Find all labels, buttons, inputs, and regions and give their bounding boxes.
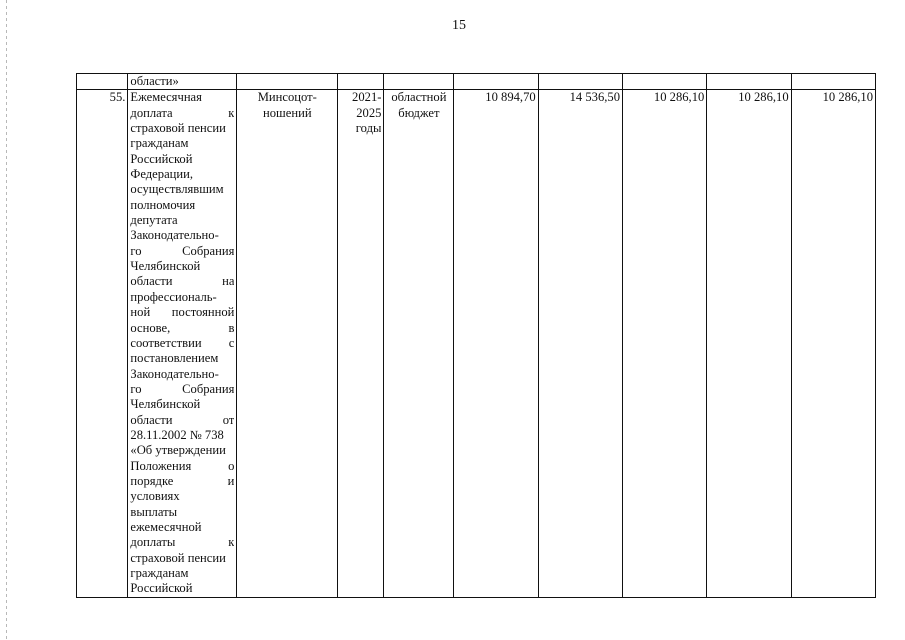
cell-executor: [237, 90, 338, 597]
name-line: 28.11.2002 № 738: [130, 427, 224, 442]
cell-number: 55.: [77, 90, 128, 597]
name-line: Законодательно-: [130, 228, 219, 243]
cell-amount: 10 894,70: [454, 90, 538, 597]
name-line: Челябинской: [130, 397, 201, 412]
cell-number: [77, 74, 128, 90]
cell-name: области»: [128, 74, 237, 90]
name-line: области от: [130, 412, 235, 427]
name-line: основе, в: [130, 320, 235, 335]
name-line: ной постоянной: [130, 305, 235, 320]
cell-amount: 14 536,50: [538, 90, 622, 597]
name-line: страховой пенсии: [130, 550, 226, 565]
name-line: Челябинской: [130, 259, 201, 274]
name-line: условиях: [130, 489, 180, 504]
name-line: Федерации,: [130, 167, 194, 182]
period-line: 2021-: [352, 90, 382, 105]
source-line: бюджет: [398, 105, 440, 120]
cell-name: [128, 90, 237, 597]
name-line: ежемесячной: [130, 519, 202, 534]
period-line: 2025: [356, 105, 382, 120]
name-line: гражданам: [130, 566, 189, 580]
program-table: [76, 73, 876, 598]
name-line: депутата: [130, 213, 178, 228]
cell-source: [384, 90, 454, 597]
cell-amount: [791, 74, 875, 90]
table-row-continuation: [77, 74, 876, 90]
name-line: гражданам: [130, 136, 189, 151]
cell-amount: [622, 74, 706, 90]
cell-period: [338, 74, 384, 90]
cell-amount: 10 286,10: [791, 90, 875, 597]
name-line: осуществлявшим: [130, 182, 224, 197]
name-line: полномочия: [130, 197, 196, 212]
name-line: выплаты: [130, 504, 178, 519]
name-line: порядке и: [130, 473, 235, 488]
cell-source: [384, 74, 454, 90]
source-line: областной: [391, 90, 447, 105]
name-line: Российской: [130, 581, 193, 596]
table-row-55: [77, 90, 876, 597]
executor-line: Минсоцот-: [257, 90, 317, 105]
name-line: Российской: [130, 151, 193, 166]
cell-amount: [454, 74, 538, 90]
cell-period: [338, 90, 384, 597]
name-line: страховой пенсии: [130, 121, 226, 136]
name-line: области на: [130, 274, 235, 289]
name-line: соответствии с: [130, 335, 235, 350]
cell-executor: [237, 74, 338, 90]
cell-amount: [707, 74, 791, 90]
name-line: профессиональ-: [130, 289, 217, 304]
cell-amount: 10 286,10: [622, 90, 706, 597]
name-line: постановлением: [130, 351, 219, 366]
name-line: го Собрания: [130, 381, 235, 396]
name-line: доплаты к: [130, 535, 235, 550]
name-line: «Об утверждении: [130, 443, 226, 458]
page-number: 15: [452, 18, 466, 33]
name-line: Ежемесячная: [130, 90, 202, 105]
scan-edge-line: [6, 0, 7, 640]
name-line: Законодательно-: [130, 366, 219, 381]
period-line: годы: [355, 121, 382, 136]
name-line: доплата к: [130, 105, 235, 120]
cell-amount: [538, 74, 622, 90]
name-line: Положения о: [130, 458, 235, 473]
cell-amount: 10 286,10: [707, 90, 791, 597]
name-line: го Собрания: [130, 243, 235, 258]
executor-line: ношений: [263, 105, 312, 120]
